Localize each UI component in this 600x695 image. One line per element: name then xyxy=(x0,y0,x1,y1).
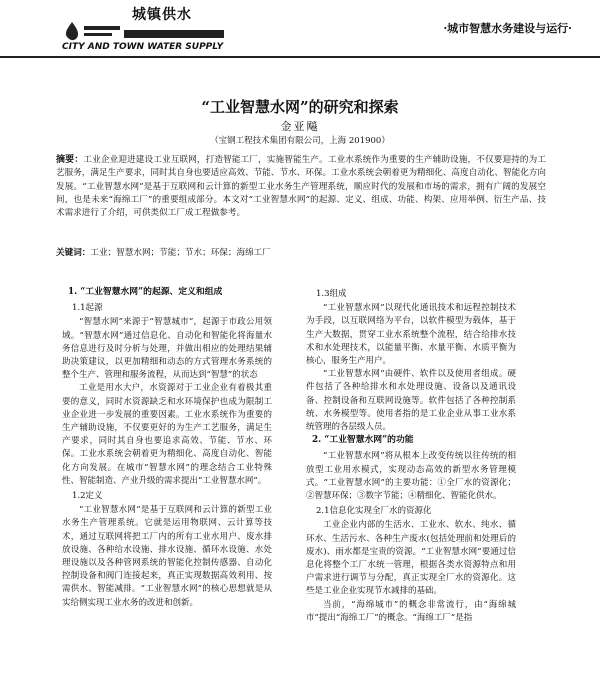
column-tag: ·城市智慧水务建设与运行· xyxy=(443,22,572,35)
section-heading: 1. “工业智慧水网”的起源、定义和组成 xyxy=(68,287,223,297)
right-column xyxy=(306,286,516,625)
section-heading: 2. “工业智慧水网”的功能 xyxy=(312,435,414,446)
paragraph: 工业企业内部的生活水、工业水、软水、纯水、循环水、生活污水、各种生产废水(包括处理前和处理后的废水)、雨水都是宝贵的资源。“工业智慧水网”要通过信息化将整个工厂水统一管理，根据各类水资源特点和用户需求进行调节与分配，真正实现全厂水的资源化。这些是工业企业实现节水减排的基础。 xyxy=(306,520,516,597)
paragraph: “工业智慧水网”以现代化通讯技术和远程控制技术为手段，以互联网络为平台，以软件模型为载体，基于生产大数据，贯穿工业水系统整个流程，结合给排水技术和水处理技术，以能量平衡、水量平衡、水质平衡为核心，服务生产用户。 xyxy=(306,303,516,367)
abstract xyxy=(56,154,546,220)
paragraph: 当前，“海绵城市”的概念非常流行，由“海绵城市”提出“海绵工厂”的概念。“海绵工厂”是指 xyxy=(306,599,516,623)
paragraph: “智慧水网”来源于“智慧城市”，起源于市政公用领域。“智慧水网”通过信息化、自动化和智能化将海量水务信息进行及时分析与处理，并做出相应的处理结果辅助决策建议，以更加精细和动态的方式管理水务系统的整个生产、管理和服务流程，从而达到“智慧”的状态 xyxy=(62,317,272,381)
article-title: “工业智慧水网”的研究和探索 xyxy=(201,98,399,116)
paragraph: “工业智慧水网”将从根本上改变传统以往传统的相放型工业用水模式，实现动态高效的新型水务管理模式。“工业智慧水网”的主要功能：①全厂水的资源化；②智慧环保；③数字节能；④精细化、智能化供水。 xyxy=(306,451,516,502)
water-drop-icon xyxy=(62,20,122,42)
subsection-heading: 2.1信息化实现全厂水的资源化 xyxy=(316,506,432,517)
article-affiliation: （宝钢工程技术集团有限公司，上海 201900） xyxy=(210,136,390,146)
keywords-label: 关键词： xyxy=(56,248,91,258)
keywords-text: 工业；智慧水网；节能；节水；环保；海绵工厂 xyxy=(90,248,271,258)
journal-logo xyxy=(62,4,262,56)
paragraph: “工业智慧水网”是基于互联网和云计算的新型工业水务生产管理系统。它就是运用物联网、云计算等技术，通过互联网将把工厂内的所有工业水用户、废水排放设施、各种给水设施、排水设施、循环水设施、水处理设施以及各种管网系统的智能化控制传感器、自动化控制设备和阀门连接起来，真正实现数据高效利用、按需供水、智能减排。“工业智慧水网”的核心思想就是从实给侧实现工业水务的改进和创新。 xyxy=(62,505,272,608)
page-header xyxy=(0,0,600,60)
left-column xyxy=(62,286,272,610)
logo-bar xyxy=(124,30,224,38)
subsection-heading: 1.1起源 xyxy=(72,303,103,314)
header-divider xyxy=(0,56,600,58)
paragraph: 工业是用水大户，水资源对于工业企业有着极其重要的意义，同时水资源缺乏和水环境保护也成为限制工业企业进一步发展的重要因素。工业水系统作为重要的生产辅助设施，不仅要更好的为生产工艺服务，满足生产要求，同时其自身也要追求高效、节能、节水、环保。工业水系统会朝着更为精细化、高度自动化、智能化方向发展。在城市“智慧水网”的理念结合工业特殊性、智能制造、产业升级的需求提出“工业智慧水网”。 xyxy=(62,383,272,486)
logo-cn-text: 城镇供水 xyxy=(132,7,192,23)
abstract-label: 摘要： xyxy=(56,155,84,165)
abstract-text: 工业企业迎进建设工业互联网，打造智能工厂，实施智能生产。工业水系统作为重要的生产辅助设施，不仅要迎持的为工艺服务，满足生产要求，同时其自身也要适应高效、节能、节水、环保。工业水系统会朝着更为精细化、高度自动化、智能化方向发展。“工业智慧水网”是基于互联网和云计算的新型工业水务生产管理系统，顺应时代的发展和市场的需求，拥有广阔的发展空间，也是未来“海绵工厂”的重要组成部分。本文对“工业智慧水网”的起源、定义、组成、功能、构架、应用举例、衍生产品、技术需求进行了介绍，可供类似工厂成工程做参考。 xyxy=(56,155,546,219)
subsection-heading: 1.3组成 xyxy=(316,289,347,299)
keywords xyxy=(56,246,546,258)
logo-en-text: CITY AND TOWN WATER SUPPLY xyxy=(62,42,224,52)
paragraph: “工业智慧水网”由硬件、软件以及使用者组成。硬件包括了各种给排水和水处理设施、设备以及通讯设备、控制设备和互联网设施等。软件包括了各种控制系统、水务模型等。使用者指的是工业企业从事工业水系统管理的各层级人员。 xyxy=(306,369,516,433)
article-author: 金亚飚 xyxy=(280,120,320,133)
subsection-heading: 1.2定义 xyxy=(72,491,103,502)
